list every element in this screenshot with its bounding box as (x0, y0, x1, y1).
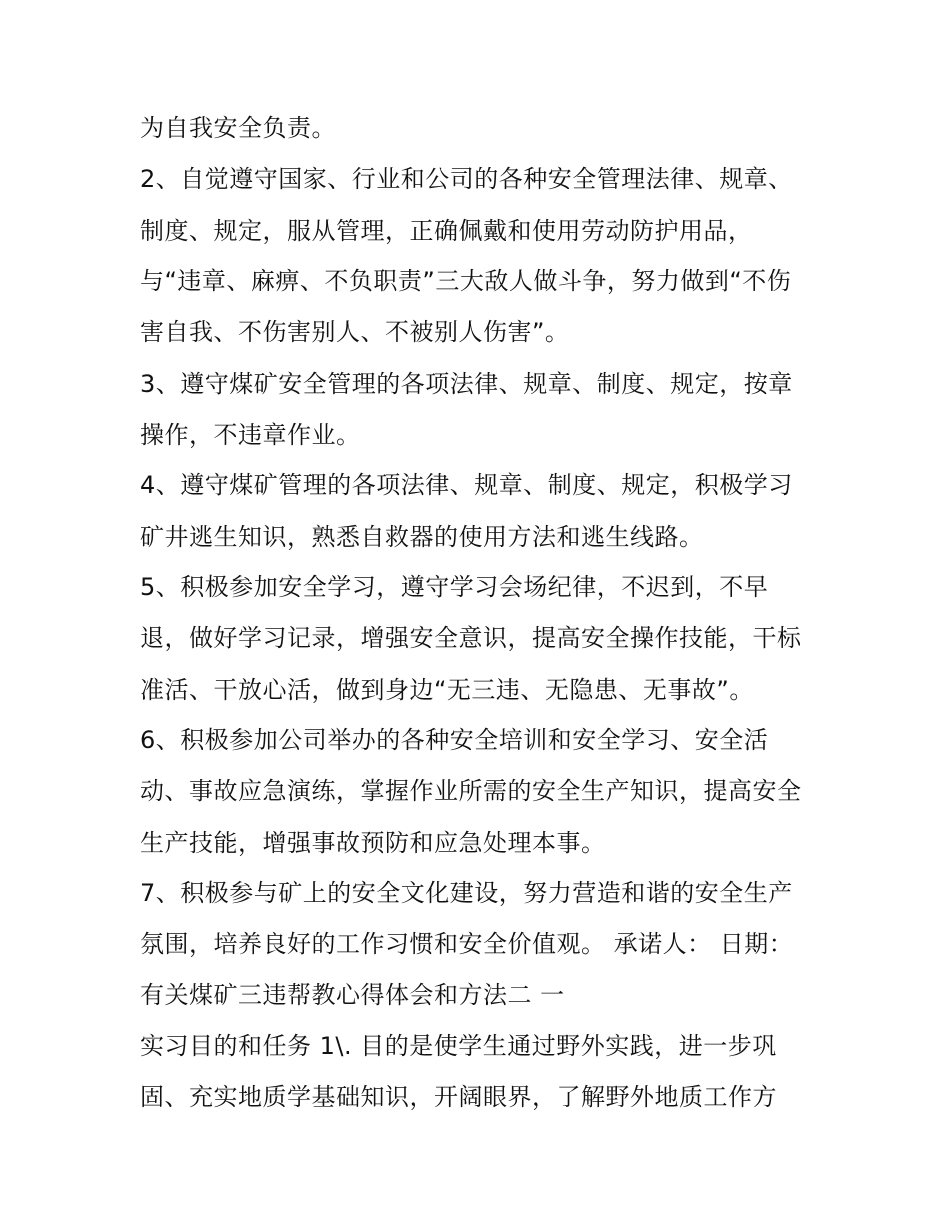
text-line: 制度、规定，服从管理，正确佩戴和使用劳动防护用品， (140, 217, 753, 245)
text-line: 动、事故应急演练，掌握作业所需的安全生产知识，提高安全 (140, 777, 802, 805)
text-line: 7、积极参与矿上的安全文化建设，努力营造和谐的安全生产 (140, 879, 793, 907)
text-line: 有关煤矿三违帮教心得体会和方法二 一 (140, 981, 565, 1009)
text-line: 固、充实地质学基础知识，开阔眼界，了解野外地质工作方 (140, 1083, 777, 1111)
text-line: 3、遵守煤矿安全管理的各项法律、规章、制度、规定，按章 (140, 370, 793, 398)
text-line: 矿井逃生知识，熟悉自救器的使用方法和逃生线路。 (140, 523, 704, 551)
text-line: 2、自觉遵守国家、行业和公司的各种安全管理法律、规章、 (140, 165, 793, 193)
text-line: 操作，不违章作业。 (140, 421, 361, 449)
text-line: 5、积极参加安全学习，遵守学习会场纪律，不迟到，不早 (140, 573, 769, 601)
text-line: 害自我、不伤害别人、不被别人伤害”。 (140, 318, 570, 346)
text-line: 6、积极参加公司举办的各种安全培训和安全学习、安全活 (140, 726, 769, 754)
text-line: 准活、干放心活，做到身边“无三违、无隐患、无事故”。 (140, 676, 754, 704)
text-line: 实习目的和任务 1\. 目的是使学生通过野外实践，进一步巩 (140, 1032, 777, 1060)
text-line: 退，做好学习记录，增强安全意识，提高安全操作技能，干标 (140, 624, 802, 652)
text-line: 与“违章、麻痹、不负职责”三大敌人做斗争，努力做到“不伤 (140, 267, 792, 295)
text-line: 4、遵守煤矿管理的各项法律、规章、制度、规定，积极学习 (140, 471, 793, 499)
text-line: 生产技能，增强事故预防和应急处理本事。 (140, 829, 606, 857)
text-line: 氛围，培养良好的工作习惯和安全价值观。 承诺人： 日期： (140, 930, 794, 958)
text-line: 为自我安全负责。 (140, 114, 336, 142)
